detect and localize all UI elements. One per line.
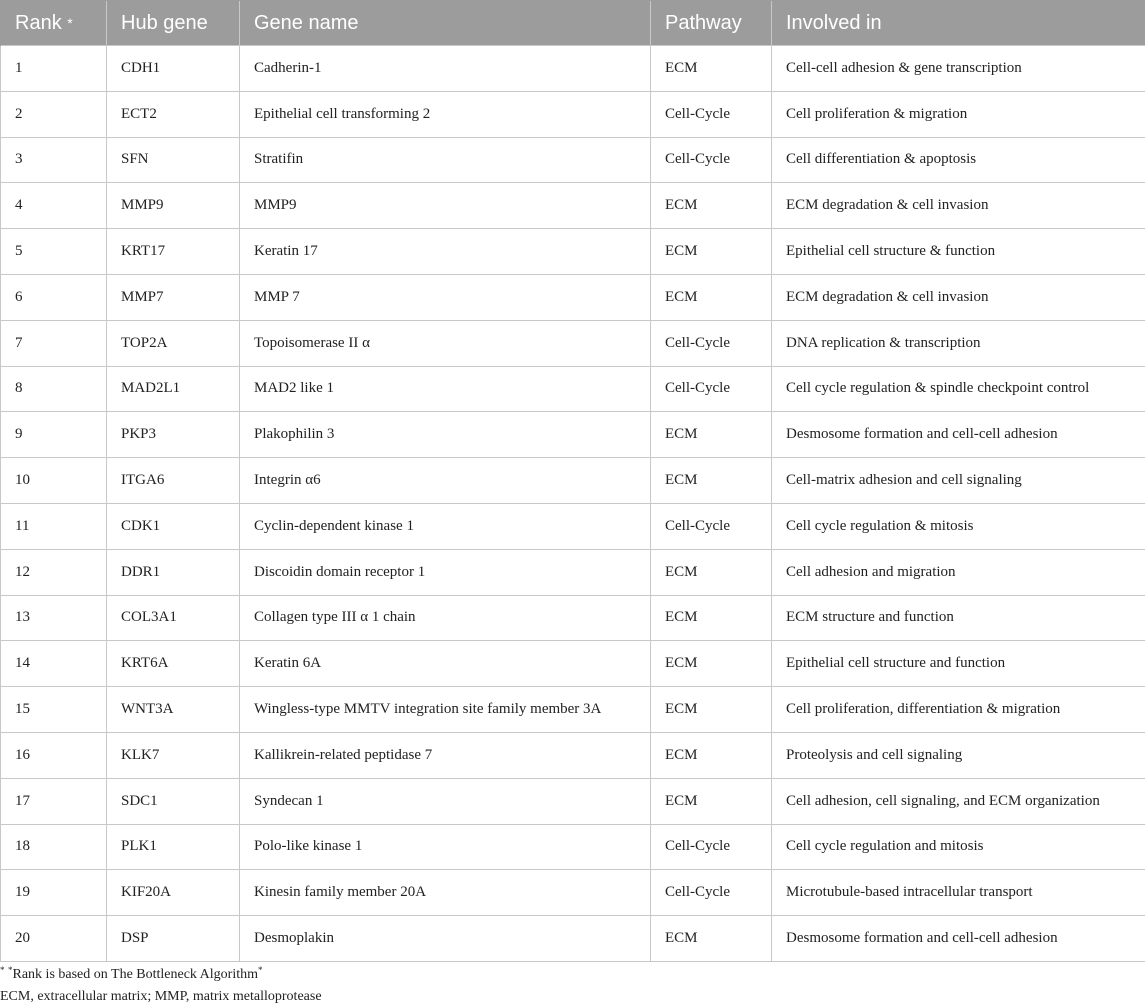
cell-rank: 20 [1, 916, 107, 962]
cell-involved-in: Desmosome formation and cell-cell adhesion [772, 412, 1145, 458]
table-row [1, 549, 1145, 595]
cell-involved-in: Cell-cell adhesion & gene transcription [772, 46, 1145, 92]
cell-pathway: ECM [651, 687, 772, 733]
cell-pathway: Cell-Cycle [651, 503, 772, 549]
cell-hub-gene: WNT3A [107, 687, 240, 733]
cell-gene-name: Wingless-type MMTV integration site family member 3A [240, 687, 651, 733]
table-body [1, 46, 1145, 962]
cell-hub-gene: PKP3 [107, 412, 240, 458]
cell-pathway: ECM [651, 732, 772, 778]
cell-rank: 14 [1, 641, 107, 687]
cell-gene-name: Topoisomerase II α [240, 320, 651, 366]
cell-involved-in: Desmosome formation and cell-cell adhesion [772, 916, 1145, 962]
cell-rank: 4 [1, 183, 107, 229]
cell-pathway: ECM [651, 549, 772, 595]
cell-pathway: Cell-Cycle [651, 870, 772, 916]
cell-involved-in: Cell proliferation & migration [772, 91, 1145, 137]
cell-hub-gene: COL3A1 [107, 595, 240, 641]
table-row [1, 641, 1145, 687]
footnote-abbreviations: ECM, extracellular matrix; MMP, matrix metalloprotease [0, 989, 322, 1004]
footnote-rank-text: Rank is based on The Bottleneck Algorithm [12, 967, 258, 982]
cell-hub-gene: MAD2L1 [107, 366, 240, 412]
cell-hub-gene: ECT2 [107, 91, 240, 137]
table-footnotes [0, 964, 322, 1007]
cell-pathway: ECM [651, 183, 772, 229]
cell-gene-name: Integrin α6 [240, 458, 651, 504]
header-rank [1, 1, 107, 46]
cell-gene-name: Cyclin-dependent kinase 1 [240, 503, 651, 549]
cell-rank: 15 [1, 687, 107, 733]
cell-rank: 10 [1, 458, 107, 504]
cell-rank: 12 [1, 549, 107, 595]
cell-gene-name: Cadherin-1 [240, 46, 651, 92]
cell-rank: 18 [1, 824, 107, 870]
cell-gene-name: MMP 7 [240, 274, 651, 320]
cell-hub-gene: CDK1 [107, 503, 240, 549]
cell-gene-name: Keratin 17 [240, 229, 651, 275]
table-row [1, 687, 1145, 733]
cell-pathway: ECM [651, 274, 772, 320]
table-row [1, 916, 1145, 962]
cell-hub-gene: MMP7 [107, 274, 240, 320]
header-involved-in: Involved in [772, 1, 1145, 46]
footnote-marker-3: * [258, 965, 263, 975]
cell-hub-gene: PLK1 [107, 824, 240, 870]
cell-involved-in: ECM degradation & cell invasion [772, 183, 1145, 229]
cell-involved-in: Cell differentiation & apoptosis [772, 137, 1145, 183]
cell-gene-name: Discoidin domain receptor 1 [240, 549, 651, 595]
cell-gene-name: Syndecan 1 [240, 778, 651, 824]
cell-involved-in: Cell cycle regulation & mitosis [772, 503, 1145, 549]
table-row [1, 870, 1145, 916]
cell-gene-name: MMP9 [240, 183, 651, 229]
cell-involved-in: Cell adhesion and migration [772, 549, 1145, 595]
cell-pathway: ECM [651, 46, 772, 92]
cell-involved-in: ECM structure and function [772, 595, 1145, 641]
cell-pathway: ECM [651, 458, 772, 504]
cell-pathway: ECM [651, 916, 772, 962]
cell-hub-gene: KIF20A [107, 870, 240, 916]
table-row [1, 274, 1145, 320]
footnote-marker: * [0, 965, 5, 975]
table-row [1, 91, 1145, 137]
cell-gene-name: Kinesin family member 20A [240, 870, 651, 916]
cell-gene-name: Collagen type III α 1 chain [240, 595, 651, 641]
cell-hub-gene: KRT6A [107, 641, 240, 687]
cell-pathway: ECM [651, 778, 772, 824]
cell-involved-in: DNA replication & transcription [772, 320, 1145, 366]
cell-gene-name: Keratin 6A [240, 641, 651, 687]
header-pathway: Pathway [651, 1, 772, 46]
header-hub-gene: Hub gene [107, 1, 240, 46]
footnote-marker-2: * [8, 965, 13, 975]
cell-rank: 11 [1, 503, 107, 549]
cell-rank: 16 [1, 732, 107, 778]
cell-hub-gene: MMP9 [107, 183, 240, 229]
cell-hub-gene: DDR1 [107, 549, 240, 595]
table-row [1, 229, 1145, 275]
cell-pathway: Cell-Cycle [651, 91, 772, 137]
cell-hub-gene: KLK7 [107, 732, 240, 778]
cell-hub-gene: TOP2A [107, 320, 240, 366]
table-row [1, 778, 1145, 824]
cell-gene-name: Kallikrein-related peptidase 7 [240, 732, 651, 778]
cell-involved-in: Microtubule-based intracellular transport [772, 870, 1145, 916]
cell-gene-name: Stratifin [240, 137, 651, 183]
table-row [1, 503, 1145, 549]
cell-pathway: ECM [651, 641, 772, 687]
cell-hub-gene: ITGA6 [107, 458, 240, 504]
cell-involved-in: Cell-matrix adhesion and cell signaling [772, 458, 1145, 504]
header-rank-marker: * [67, 14, 73, 31]
table-row [1, 46, 1145, 92]
cell-involved-in: Cell cycle regulation & spindle checkpoint control [772, 366, 1145, 412]
table-header-row [1, 1, 1145, 46]
cell-hub-gene: CDH1 [107, 46, 240, 92]
cell-rank: 17 [1, 778, 107, 824]
cell-involved-in: Cell cycle regulation and mitosis [772, 824, 1145, 870]
header-rank-label: Rank [15, 11, 62, 34]
cell-pathway: Cell-Cycle [651, 320, 772, 366]
cell-gene-name: Polo-like kinase 1 [240, 824, 651, 870]
table-row [1, 412, 1145, 458]
cell-involved-in: Epithelial cell structure & function [772, 229, 1145, 275]
table-row [1, 595, 1145, 641]
cell-hub-gene: DSP [107, 916, 240, 962]
table-row [1, 320, 1145, 366]
cell-rank: 7 [1, 320, 107, 366]
cell-rank: 13 [1, 595, 107, 641]
cell-rank: 19 [1, 870, 107, 916]
cell-pathway: ECM [651, 229, 772, 275]
cell-gene-name: Epithelial cell transforming 2 [240, 91, 651, 137]
cell-rank: 6 [1, 274, 107, 320]
table-row [1, 732, 1145, 778]
cell-rank: 1 [1, 46, 107, 92]
cell-pathway: ECM [651, 412, 772, 458]
cell-pathway: Cell-Cycle [651, 824, 772, 870]
table-row [1, 137, 1145, 183]
cell-hub-gene: SFN [107, 137, 240, 183]
cell-rank: 9 [1, 412, 107, 458]
cell-gene-name: Plakophilin 3 [240, 412, 651, 458]
cell-gene-name: Desmoplakin [240, 916, 651, 962]
cell-pathway: Cell-Cycle [651, 137, 772, 183]
cell-rank: 8 [1, 366, 107, 412]
table-row [1, 183, 1145, 229]
cell-hub-gene: SDC1 [107, 778, 240, 824]
cell-hub-gene: KRT17 [107, 229, 240, 275]
cell-rank: 3 [1, 137, 107, 183]
table-row [1, 458, 1145, 504]
table-row [1, 366, 1145, 412]
cell-rank: 5 [1, 229, 107, 275]
footnote-rank [0, 964, 322, 986]
header-gene-name: Gene name [240, 1, 651, 46]
table-row [1, 824, 1145, 870]
cell-gene-name: MAD2 like 1 [240, 366, 651, 412]
cell-pathway: ECM [651, 595, 772, 641]
cell-involved-in: Cell adhesion, cell signaling, and ECM organization [772, 778, 1145, 824]
cell-rank: 2 [1, 91, 107, 137]
cell-involved-in: Proteolysis and cell signaling [772, 732, 1145, 778]
cell-involved-in: Cell proliferation, differentiation & migration [772, 687, 1145, 733]
cell-involved-in: Epithelial cell structure and function [772, 641, 1145, 687]
cell-involved-in: ECM degradation & cell invasion [772, 274, 1145, 320]
cell-pathway: Cell-Cycle [651, 366, 772, 412]
